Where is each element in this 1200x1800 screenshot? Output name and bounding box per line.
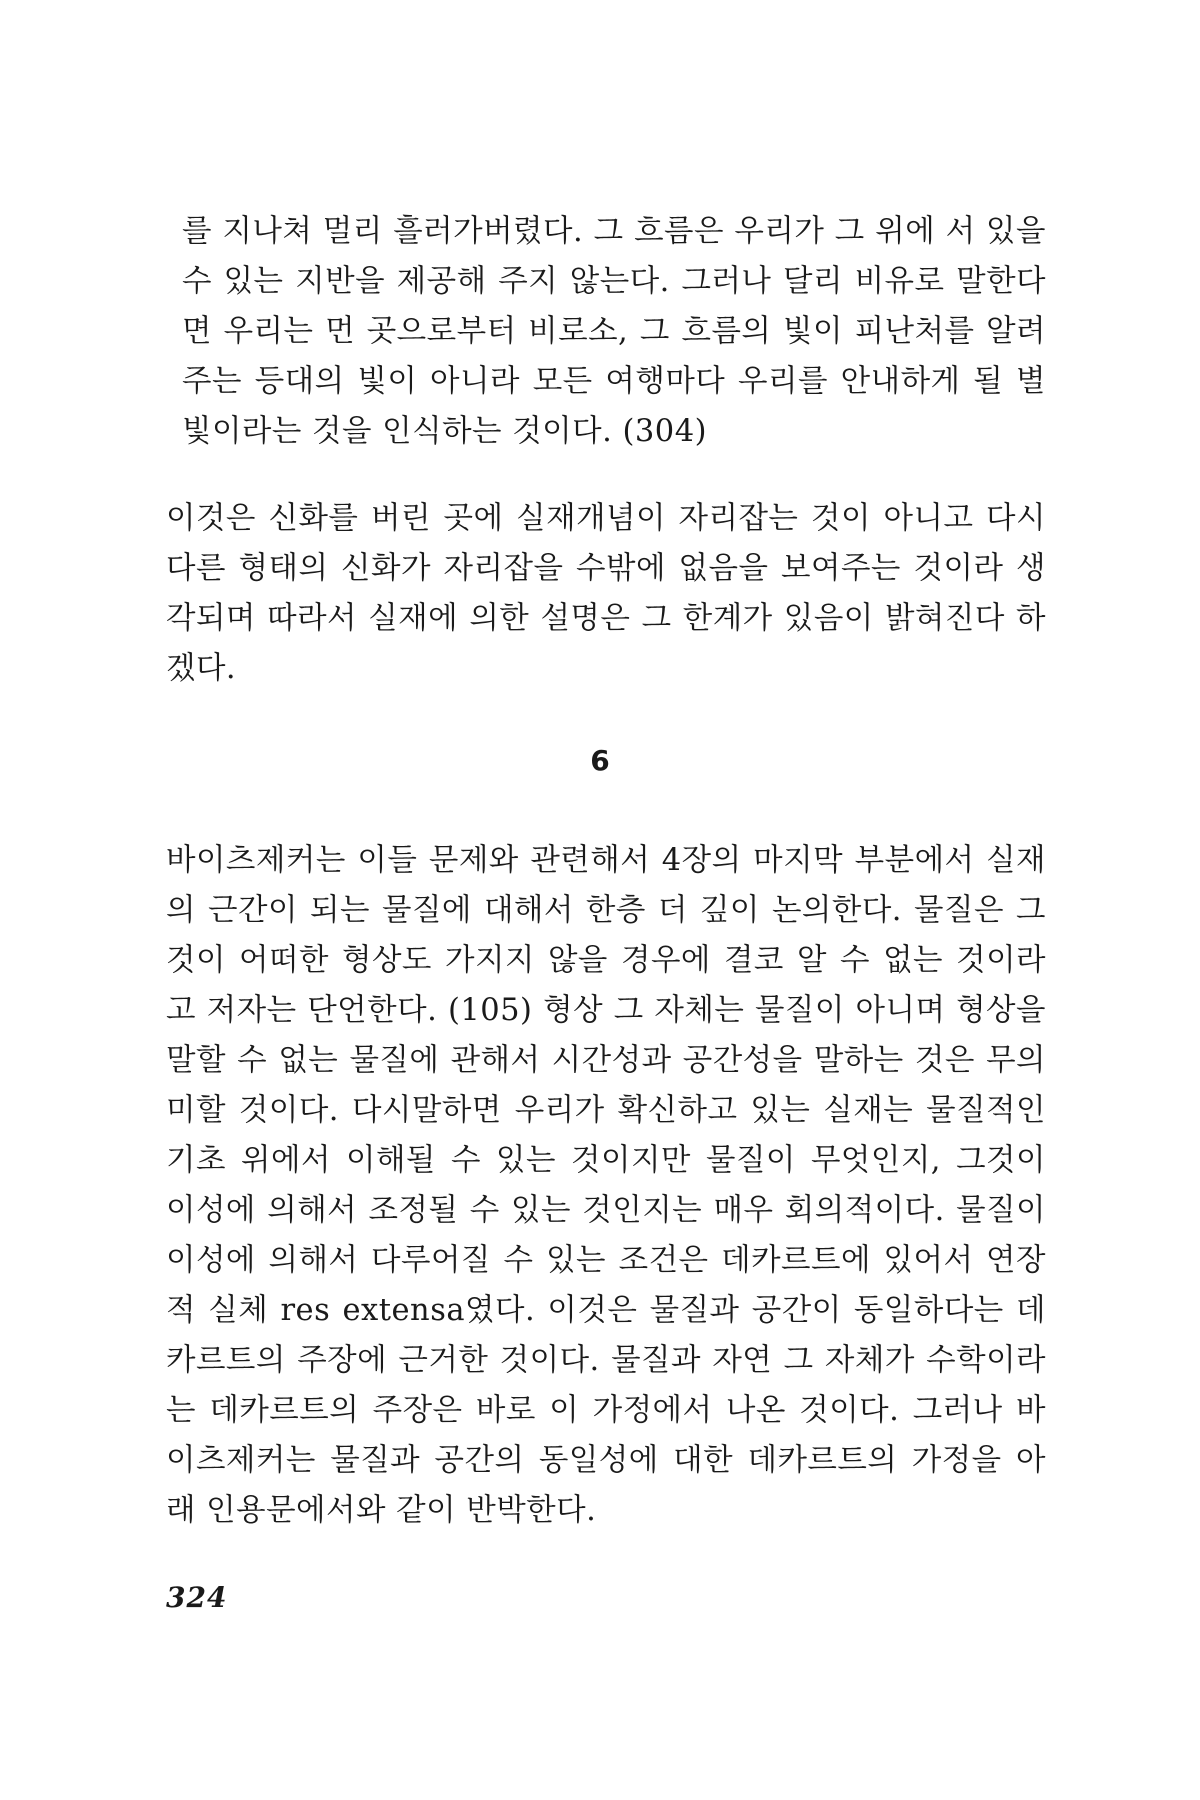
section-number: 6 <box>590 744 610 777</box>
paragraph-weizsaecker-matter: 바이츠제커는 이들 문제와 관련해서 4장의 마지막 부분에서 실재의 근간이 되는 물질에 대해서 한층 더 깊이 논의한다. 물질은 그것이 어떠한 형상도 가지지 않을 경우에 결코 알 수 없는 것이라고 저자는 단언한다. (105) 형상 그 자체는 물질이 아니며 형상을 말할 수 없는 물질에 관해서 시간성과 공간성을 말하는 것은 무의미할 것이다. 다시말하면 우리가 확신하고 있는 실재는 물질적인 기초 위에서 이해될 수 있는 것이지만 물질이 무엇인지, 그것이 이성에 의해서 조정될 수 있는 것인지는 매우 회의적이다. 물질이 이성에 의해서 다루어질 수 있는 조건은 데카르트에 있어서 연장적 실체 res extensa였다. 이것은 물질과 공간이 동일하다는 데카르트의 주장에 근거한 것이다. 물질과 자연 그 자체가 수학이라는 데카르트의 주장은 바로 이 가정에서 나온 것이다. 그러나 바이츠제커는 물질과 공간의 동일성에 대한 데카르트의 가정을 아래 인용문에서와 같이 반박한다. <box>166 843 1046 1528</box>
block-quote: 를 지나쳐 멀리 흘러가버렸다. 그 흐름은 우리가 그 위에 서 있을 수 있는 지반을 제공해 주지 않는다. 그러나 달리 비유로 말한다면 우리는 먼 곳으로부터 비로소, 그 흐름의 빛이 피난처를 알려 주는 등대의 빛이 아니라 모든 여행마다 우리를 안내하게 될 별빛이라는 것을 인식하는 것이다. (304) <box>182 214 1046 449</box>
paragraph-conclusion: 이것은 신화를 버린 곳에 실재개념이 자리잡는 것이 아니고 다시 다른 형태의 신화가 자리잡을 수밖에 없음을 보여주는 것이라 생각되며 따라서 실재에 의한 설명은 그 한계가 있음이 밝혀진다 하겠다. <box>166 501 1046 686</box>
page-number: 324 <box>166 1581 228 1614</box>
